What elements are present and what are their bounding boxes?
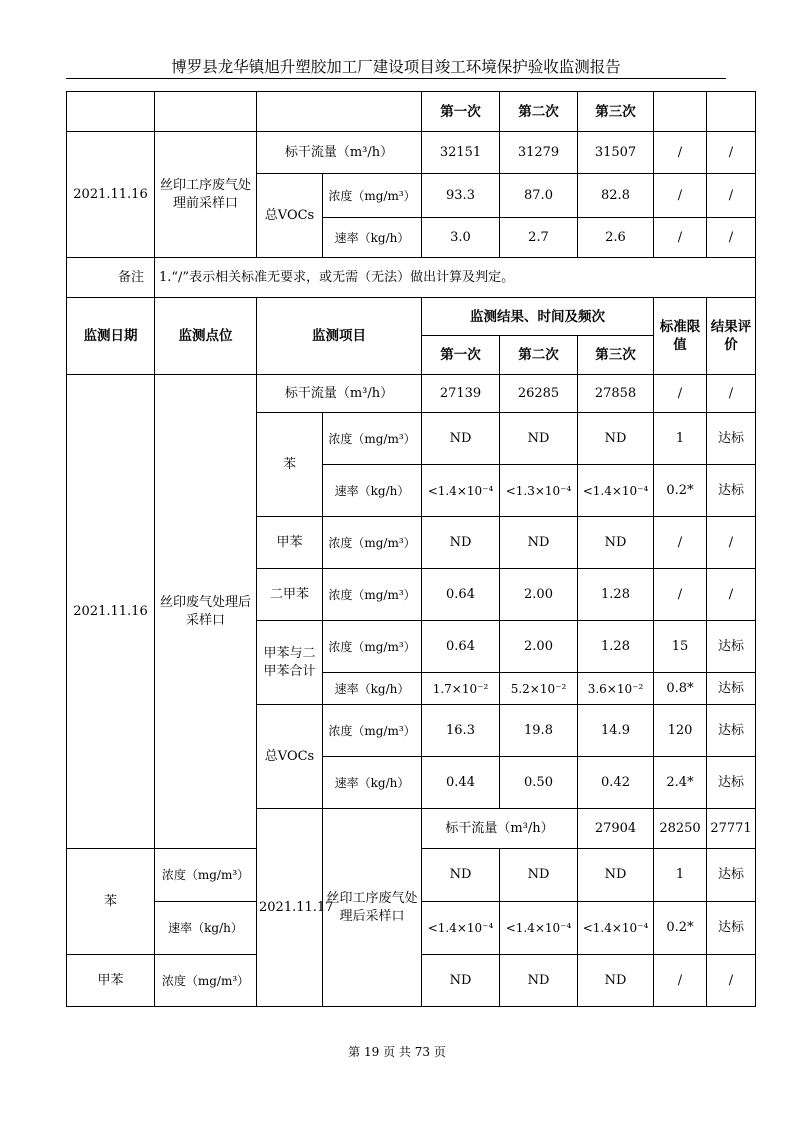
value-cell: 27858	[578, 375, 654, 413]
header-evaluation: 结果评价	[707, 298, 756, 375]
value-cell: 19.8	[500, 705, 578, 757]
value-cell: 31279	[500, 132, 578, 174]
value-cell: 3.0	[422, 218, 500, 258]
value-cell: 5.2×10⁻²	[500, 673, 578, 705]
value-cell: 82.8	[578, 174, 654, 218]
header-results: 监测结果、时间及频次	[422, 298, 654, 336]
value-cell: 3.6×10⁻²	[578, 673, 654, 705]
pollutant-name: 苯	[257, 413, 323, 517]
param-label: 浓度（mg/m³）	[323, 621, 422, 673]
footer-suffix: 页	[433, 1045, 446, 1059]
result-cell: /	[707, 569, 756, 621]
value-cell: ND	[578, 413, 654, 465]
result-cell: 达标	[707, 849, 756, 902]
param-label: 速率（kg/h）	[323, 218, 422, 258]
header-location: 监测点位	[155, 298, 257, 375]
limit-cell: 0.2*	[654, 902, 707, 955]
limit-cell: /	[654, 569, 707, 621]
main-header-row	[67, 298, 756, 336]
value-cell: 1.28	[578, 569, 654, 621]
value-cell: ND	[500, 413, 578, 465]
table-row	[67, 375, 756, 413]
value-cell: <1.4×10⁻⁴	[422, 465, 500, 517]
value-cell: 16.3	[422, 705, 500, 757]
value-cell: <1.4×10⁻⁴	[500, 902, 578, 955]
result-cell: 达标	[707, 757, 756, 809]
run-1-header: 第一次	[422, 336, 500, 375]
limit-cell: /	[654, 517, 707, 569]
run-2-header: 第二次	[500, 92, 578, 132]
item-label: 标干流量（m³/h）	[257, 375, 422, 413]
limit-cell: 2.4*	[654, 757, 707, 809]
footer-middle: 页 共	[383, 1045, 411, 1059]
empty-cell	[707, 92, 756, 132]
param-label: 浓度（mg/m³）	[155, 955, 257, 1007]
empty-cell	[155, 92, 257, 132]
monitoring-table	[66, 91, 756, 1007]
footer-total-pages: 73	[414, 1045, 431, 1059]
param-label: 浓度（mg/m³）	[323, 705, 422, 757]
limit-cell: 0.8*	[654, 673, 707, 705]
footer-prefix: 第	[348, 1045, 361, 1059]
header-date: 监测日期	[67, 298, 155, 375]
header-divider	[66, 78, 726, 79]
value-cell: 2.7	[500, 218, 578, 258]
note-label: 备注	[67, 258, 155, 298]
result-cell: /	[707, 132, 756, 174]
value-cell: 0.64	[422, 621, 500, 673]
limit-cell: /	[654, 174, 707, 218]
value-cell: 14.9	[578, 705, 654, 757]
limit-cell: /	[654, 218, 707, 258]
value-cell: 27139	[422, 375, 500, 413]
value-cell: 1.28	[578, 621, 654, 673]
date-cell: 2021.11.17	[257, 809, 323, 1007]
param-label: 浓度（mg/m³）	[323, 413, 422, 465]
result-cell: /	[707, 375, 756, 413]
date-cell: 2021.11.16	[67, 375, 155, 849]
value-cell: <1.4×10⁻⁴	[578, 902, 654, 955]
value-cell: ND	[422, 955, 500, 1007]
pollutant-name: 甲苯与二甲苯合计	[257, 621, 323, 705]
pollutant-name: 甲苯	[67, 955, 155, 1007]
param-label: 浓度（mg/m³）	[155, 849, 257, 902]
limit-cell: 15	[654, 621, 707, 673]
value-cell: ND	[578, 955, 654, 1007]
param-label: 速率（kg/h）	[155, 902, 257, 955]
param-label: 浓度（mg/m³）	[323, 569, 422, 621]
footer-page-number: 19	[363, 1045, 380, 1059]
report-header-title: 博罗县龙华镇旭升塑胶加工厂建设项目竣工环境保护验收监测报告	[171, 58, 621, 76]
pollutant-name: 总VOCs	[257, 174, 323, 258]
value-cell: ND	[422, 517, 500, 569]
param-label: 速率（kg/h）	[323, 465, 422, 517]
param-label: 速率（kg/h）	[323, 757, 422, 809]
pollutant-name: 总VOCs	[257, 705, 323, 809]
value-cell: ND	[500, 849, 578, 902]
run-1-header: 第一次	[422, 92, 500, 132]
run-2-header: 第二次	[500, 336, 578, 375]
location-cell: 丝印废气处理后采样口	[155, 375, 257, 849]
empty-cell	[67, 92, 155, 132]
result-cell: 达标	[707, 705, 756, 757]
value-cell: ND	[578, 517, 654, 569]
value-cell: 0.50	[500, 757, 578, 809]
pollutant-name: 苯	[67, 849, 155, 955]
item-label: 标干流量（m³/h）	[257, 132, 422, 174]
value-cell: <1.4×10⁻⁴	[422, 902, 500, 955]
param-label: 浓度（mg/m³）	[323, 517, 422, 569]
date-cell: 2021.11.16	[67, 132, 155, 258]
empty-cell	[257, 92, 422, 132]
value-cell: 27771	[707, 809, 756, 849]
limit-cell: /	[654, 375, 707, 413]
header-item: 监测项目	[257, 298, 422, 375]
item-label: 标干流量（m³/h）	[422, 809, 578, 849]
pollutant-name: 二甲苯	[257, 569, 323, 621]
value-cell: 2.00	[500, 621, 578, 673]
result-cell: /	[707, 174, 756, 218]
location-cell: 丝印工序废气处理前采样口	[155, 132, 257, 258]
value-cell: 2.6	[578, 218, 654, 258]
value-cell: 87.0	[500, 174, 578, 218]
value-cell: ND	[578, 849, 654, 902]
table-row	[67, 132, 756, 174]
value-cell: 2.00	[500, 569, 578, 621]
pollutant-name: 甲苯	[257, 517, 323, 569]
page-footer	[0, 1043, 794, 1060]
value-cell: 28250	[654, 809, 707, 849]
param-label: 速率（kg/h）	[323, 673, 422, 705]
limit-cell: 1	[654, 849, 707, 902]
param-label: 浓度（mg/m³）	[323, 174, 422, 218]
limit-cell: 0.2*	[654, 465, 707, 517]
limit-cell: 120	[654, 705, 707, 757]
value-cell: ND	[422, 413, 500, 465]
result-cell: /	[707, 218, 756, 258]
value-cell: 32151	[422, 132, 500, 174]
value-cell: ND	[500, 517, 578, 569]
value-cell: ND	[422, 849, 500, 902]
header-limit: 标准限值	[654, 298, 707, 375]
value-cell: <1.4×10⁻⁴	[578, 465, 654, 517]
result-cell: /	[707, 955, 756, 1007]
value-cell: 0.64	[422, 569, 500, 621]
run-3-header: 第三次	[578, 336, 654, 375]
note-text: 1.“/”表示相关标准无要求，或无需（无法）做出计算及判定。	[155, 258, 756, 298]
value-cell: ND	[500, 955, 578, 1007]
value-cell: 0.42	[578, 757, 654, 809]
limit-cell: /	[654, 132, 707, 174]
top-header-row	[67, 92, 756, 132]
result-cell: 达标	[707, 465, 756, 517]
value-cell: 26285	[500, 375, 578, 413]
result-cell: 达标	[707, 902, 756, 955]
result-cell: 达标	[707, 413, 756, 465]
value-cell: 0.44	[422, 757, 500, 809]
result-cell: 达标	[707, 621, 756, 673]
value-cell: 93.3	[422, 174, 500, 218]
note-row	[67, 258, 756, 298]
value-cell: 27904	[578, 809, 654, 849]
empty-cell	[654, 92, 707, 132]
location-cell: 丝印工序废气处理后采样口	[323, 809, 422, 1007]
result-cell: 达标	[707, 673, 756, 705]
run-3-header: 第三次	[578, 92, 654, 132]
result-cell: /	[707, 517, 756, 569]
limit-cell: 1	[654, 413, 707, 465]
value-cell: 31507	[578, 132, 654, 174]
limit-cell: /	[654, 955, 707, 1007]
value-cell: <1.3×10⁻⁴	[500, 465, 578, 517]
value-cell: 1.7×10⁻²	[422, 673, 500, 705]
